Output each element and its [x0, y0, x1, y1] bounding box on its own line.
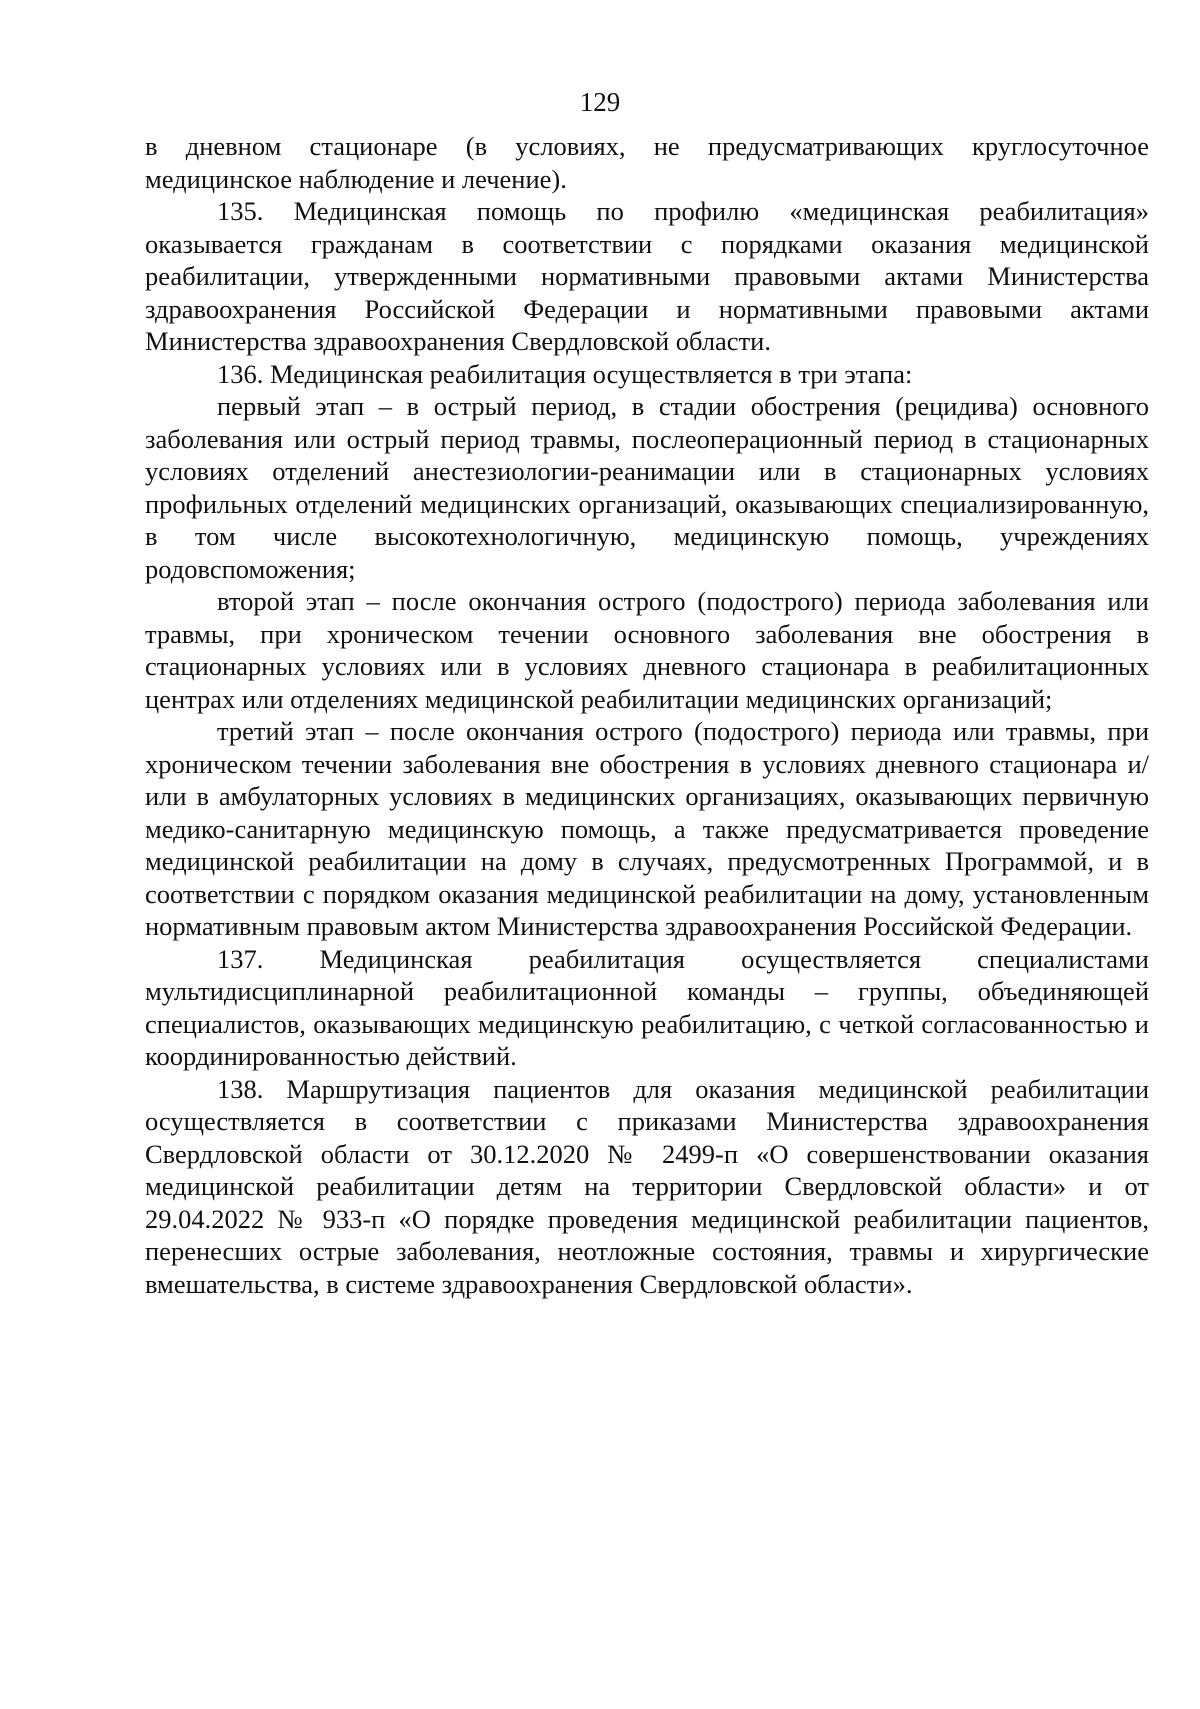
- paragraph-136: 136. Медицинская реабилитация осуществляется в три этапа:: [217, 358, 913, 389]
- paragraph-stage-two: второй этап – после окончания острого (подострого) периода заболевания или травмы, при хроническом течении основного заболевания вне обострения в стационарных условиях или в условиях дневного стационара в реабилитационных центрах или отделениях медицинской реабилитации медицинских организаций;: [145, 586, 1149, 714]
- document-body: [145, 130, 1149, 1300]
- page-number: 129: [579, 87, 621, 117]
- paragraph-stage-one: первый этап – в острый период, в стадии обострения (рецидива) основного заболевания или острый период травмы, послеоперационный период в стационарных условиях отделений анестезиологии-реанимации или в стационарных условиях профильных отделений медицинских организаций, оказывающих специализированную, в том числе высокотехнологичную, медицинскую помощь, учреждениях родовспоможения;: [145, 391, 1149, 584]
- paragraph-stage-three: третий этап – после окончания острого (подострого) периода или травмы, при хроническом течении заболевания вне обострения в условиях дневного стационара и/или в амбулаторных условиях в медицинских организациях, оказывающих первичную медико-санитарную медицинскую помощь, а также предусматривается проведение медицинской реабилитации на дому в случаях, предусмотренных Программой, и в соответствии с порядком оказания медицинской реабилитации на дому, установленным нормативным правовым актом Министерства здравоохранения Российской Федерации.: [145, 716, 1149, 941]
- paragraph-135: 135. Медицинская помощь по профилю «медицинская реабилитация» оказывается гражданам в соответствии с порядками оказания медицинской реабилитации, утвержденными нормативными правовыми актами Министерства здравоохранения Российской Федерации и нормативными правовыми актами Министерства здравоохранения Свердловской области.: [145, 196, 1149, 356]
- paragraph-138: 138. Маршрутизация пациентов для оказания медицинской реабилитации осуществляется в соответствии с приказами Министерства здравоохранения Свердловской области от 30.12.2020 № 2499-п «О совершенствовании оказания медицинской реабилитации детям на территории Свердловской области» и от 29.04.2022 № 933-п «О порядке проведения медицинской реабилитации пациентов, перенесших острые заболевания, неотложные состояния, травмы и хирургические вмешательства, в системе здравоохранения Свердловской области».: [145, 1073, 1149, 1299]
- paragraph-continuation: в дневном стационаре (в условиях, не предусматривающих круглосуточное медицинское наблюдение и лечение).: [145, 131, 1149, 194]
- paragraph-137: 137. Медицинская реабилитация осуществляется специалистами мультидисциплинарной реабилитационной команды – группы, объединяющей специалистов, оказывающих медицинскую реабилитацию, с четкой согласованностью и координированностью действий.: [145, 943, 1149, 1071]
